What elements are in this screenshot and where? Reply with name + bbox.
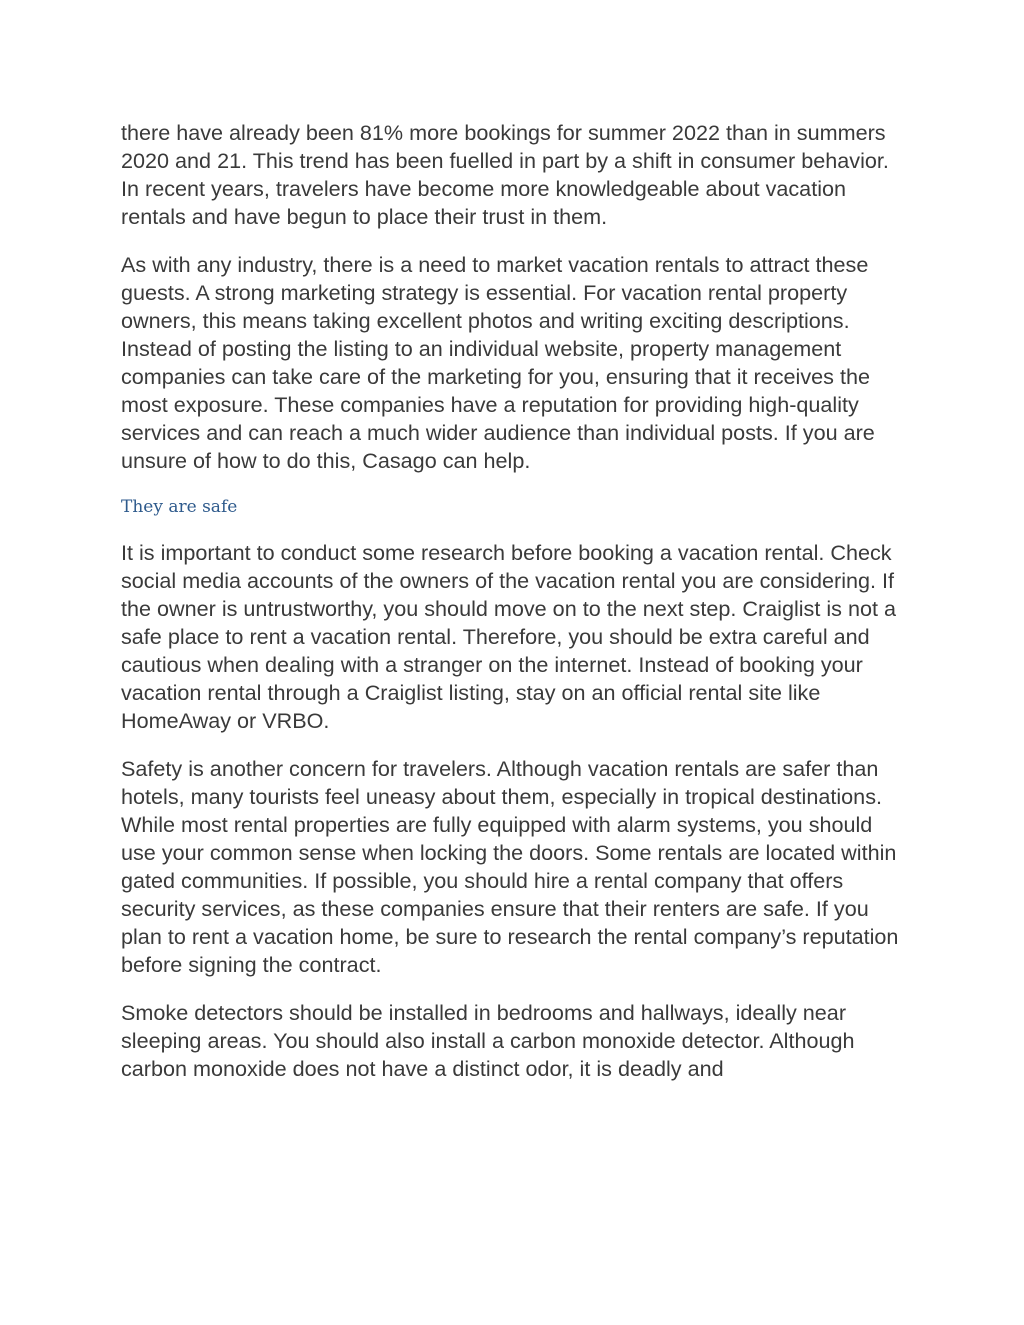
document-body: [121, 119, 911, 1103]
paragraph-safety: Safety is another concern for travelers. Although vacation rentals are safer than hotels, many tourists feel uneasy about them, especially in tropical destinations. While most rental properties are fully equipped with alarm systems, you should use your common sense when locking the doors. Some rentals are located within gated communities. If possible, you should hire a rental company that offers security services, as these companies ensure that their renters are safe. If you plan to rent a vacation home, be sure to research the rental company’s reputation before signing the contract.: [121, 756, 899, 977]
paragraph-marketing: As with any industry, there is a need to market vacation rentals to attract these guests. A strong marketing strategy is essential. For vacation rental property owners, this means taking excellent photos and writing exciting descriptions. Instead of posting the listing to an individual website, property management companies can take care of the marketing for you, ensuring that it receives the most exposure. These companies have a reputation for providing high-quality services and can reach a much wider audience than individual posts. If you are unsure of how to do this, Casago can help.: [121, 252, 875, 473]
paragraph-detectors: Smoke detectors should be installed in bedrooms and hallways, ideally near sleeping areas. You should also install a carbon monoxide detector. Although carbon monoxide does not have a distinct odor, it is deadly and: [121, 1000, 855, 1081]
paragraph-research: It is important to conduct some research before booking a vacation rental. Check social media accounts of the owners of the vacation rental you are considering. If the owner is untrustworthy, you should move on to the next step. Craiglist is not a safe place to rent a vacation rental. Therefore, you should be extra careful and cautious when dealing with a stranger on the internet. Instead of booking your vacation rental through a Craiglist listing, stay on an official rental site like HomeAway or VRBO.: [121, 540, 896, 733]
section-heading: They are safe: [121, 497, 238, 517]
paragraph-bookings-trend: there have already been 81% more bookings for summer 2022 than in summers 2020 and 21. This trend has been fuelled in part by a shift in consumer behavior. In recent years, travelers have become more knowledgeable about vacation rentals and have begun to place their trust in them.: [121, 120, 889, 229]
